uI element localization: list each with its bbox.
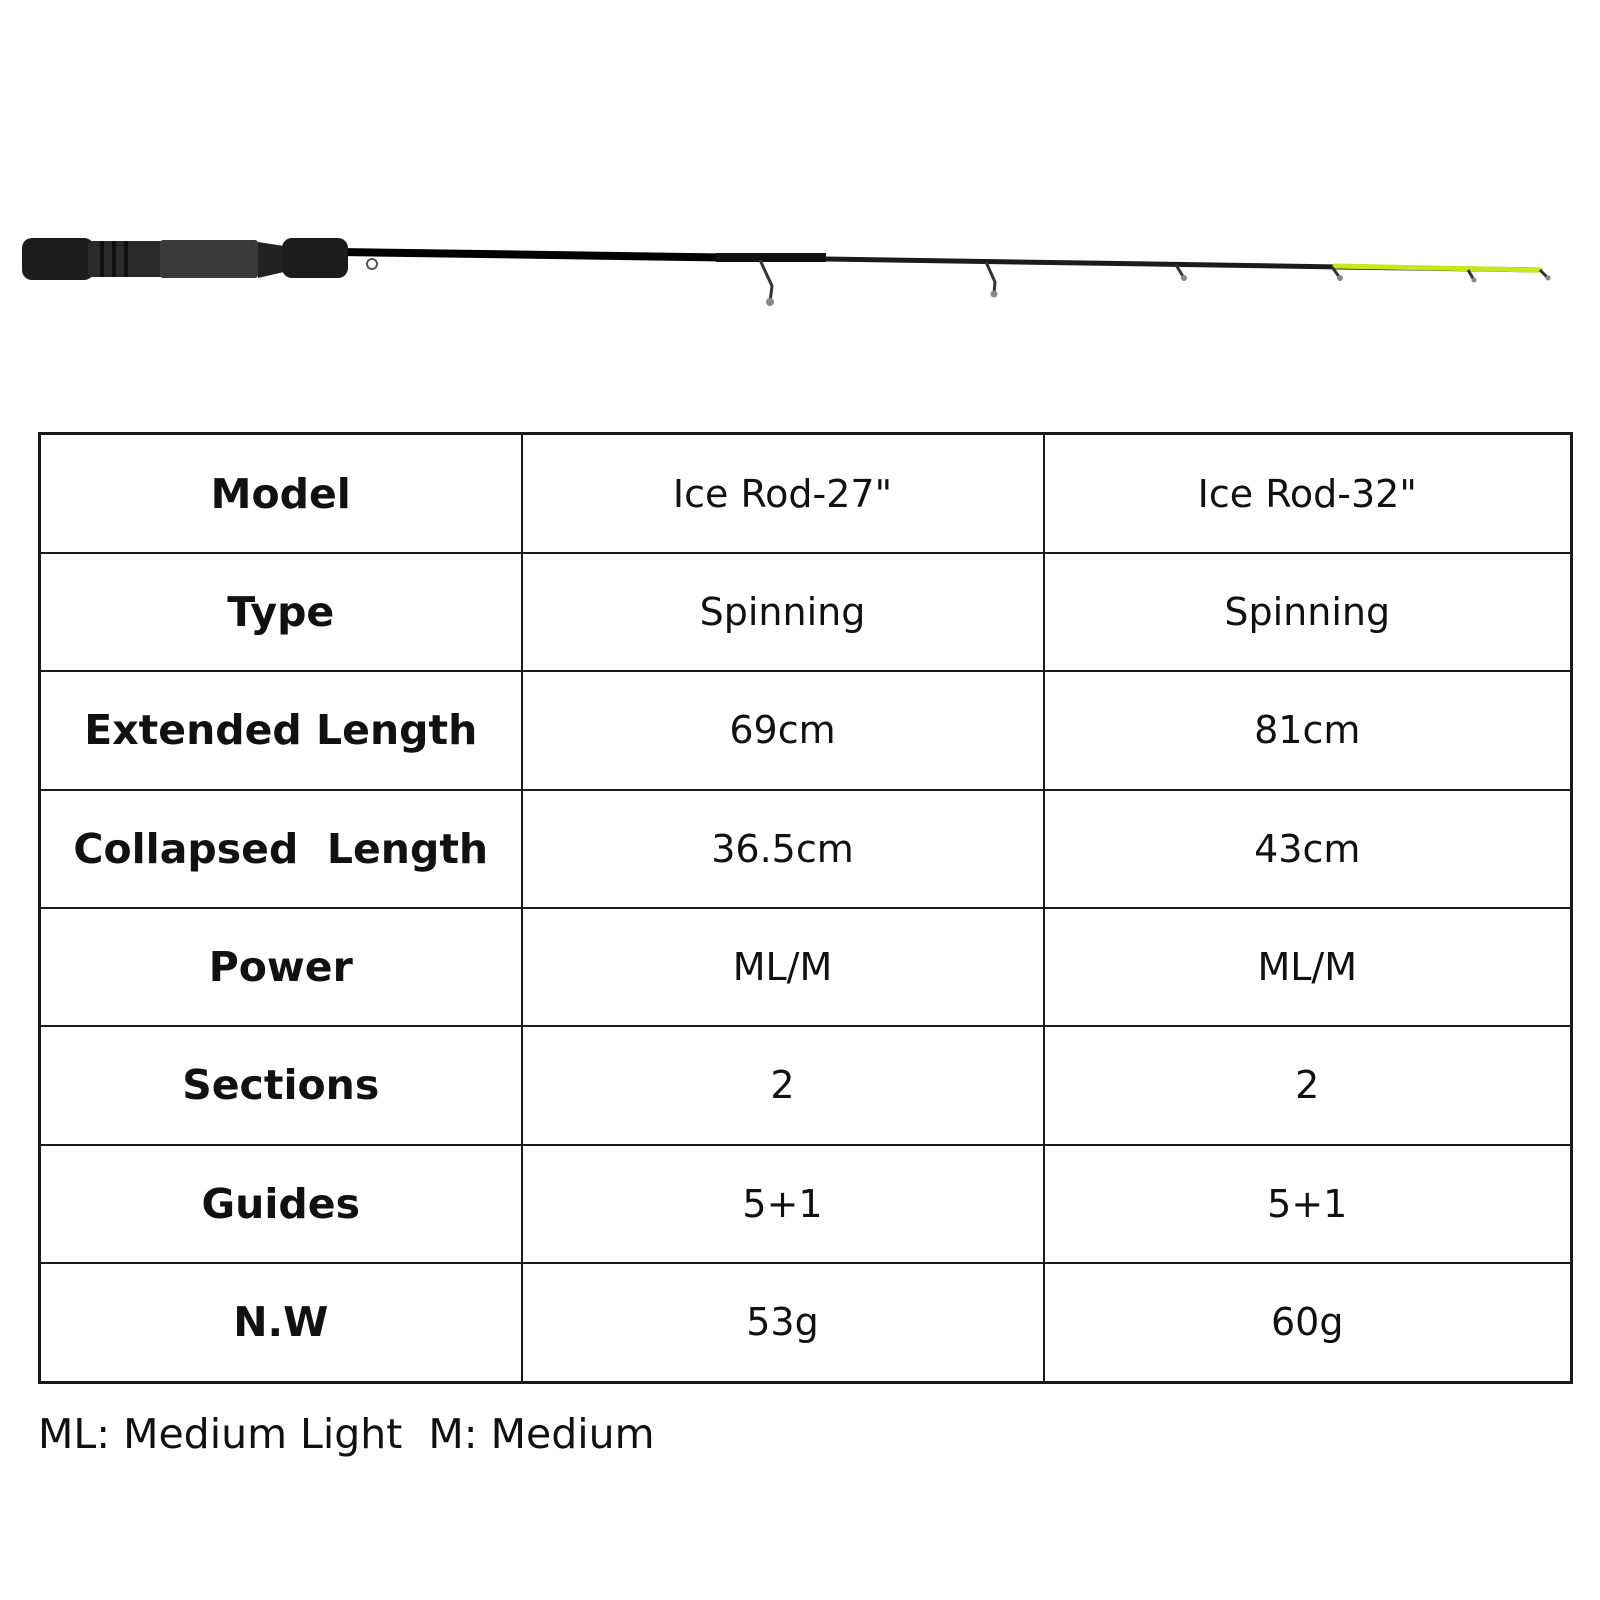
cell-value: 60g [1044,1263,1572,1383]
cell-value: ML/M [1044,908,1572,1026]
row-label: Extended Length [40,671,522,789]
header-ice-rod-32: Ice Rod-32" [1044,434,1572,554]
table-row [40,1145,1572,1263]
table-row [40,1026,1572,1144]
table-row [40,553,1572,671]
table-row [40,908,1572,1026]
cell-value: 53g [522,1263,1044,1383]
table-row [40,1263,1572,1383]
table-row [40,671,1572,789]
cell-value: ML/M [522,908,1044,1026]
cell-value: 36.5cm [522,790,1044,908]
table-header-row [40,434,1572,554]
cell-value: Spinning [1044,553,1572,671]
row-label: Collapsed Length [40,790,522,908]
cell-value: 81cm [1044,671,1572,789]
row-label: Guides [40,1145,522,1263]
row-label: Sections [40,1026,522,1144]
cell-value: 5+1 [1044,1145,1572,1263]
power-legend-footnote: ML: Medium Light M: Medium [38,1410,655,1458]
row-label: Power [40,908,522,1026]
header-model: Model [40,434,522,554]
cell-value: 5+1 [522,1145,1044,1263]
row-label: Type [40,553,522,671]
header-ice-rod-27: Ice Rod-27" [522,434,1044,554]
cell-value: 2 [1044,1026,1572,1144]
spec-table [38,432,1573,1384]
cell-value: 69cm [522,671,1044,789]
cell-value: Spinning [522,553,1044,671]
table-row [40,790,1572,908]
cell-value: 43cm [1044,790,1572,908]
cell-value: 2 [522,1026,1044,1144]
row-label: N.W [40,1263,522,1383]
fishing-rod-image [0,190,1600,340]
